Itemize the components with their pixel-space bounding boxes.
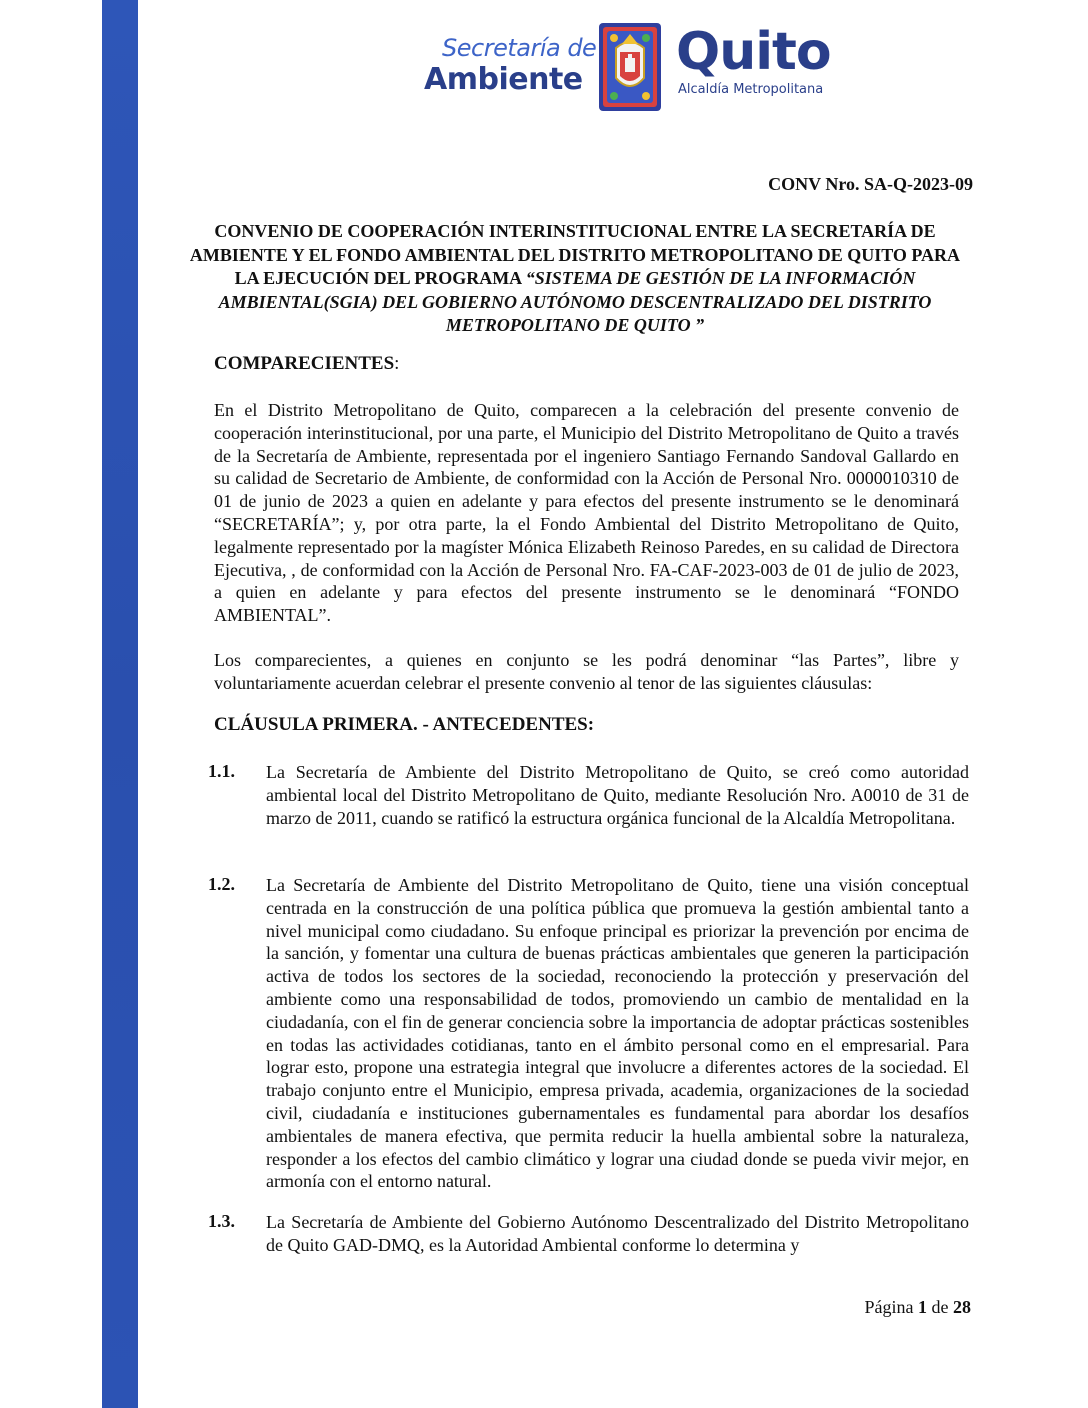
page-current: 1 [918, 1297, 927, 1317]
decorative-side-band [102, 0, 138, 1408]
page-total: 28 [953, 1297, 971, 1317]
paragraph-partes: Los comparecientes, a quienes en conjunto se les podrá denominar “las Partes”, libre y voluntariamente acuerdan celebrar el presente convenio al tenor de las siguientes cláusulas: [214, 650, 959, 693]
document-title-main: CONVENIO DE COOPERACIÓN INTERINSTITUCIONAL ENTRE LA SECRETARÍA DE AMBIENTE Y EL FONDO AMBIENTAL DEL DISTRITO METROPOLITANO DE QUITO PARA LA EJECUCIÓN DEL PROGRAMA [189, 221, 961, 288]
comparecientes-heading-colon: : [394, 353, 400, 374]
page-of-word: de [931, 1297, 949, 1317]
logo-text-alcaldia: Alcaldía Metropolitana [678, 82, 824, 97]
page-word: Página [864, 1297, 914, 1317]
logo-text-secretaria: Secretaría de [442, 34, 597, 62]
list-item-number: 1.2. [208, 874, 235, 894]
list-item-number: 1.1. [208, 761, 235, 781]
paragraph-comparecientes: En el Distrito Metropolitano de Quito, comparecen a la celebración del presente convenio de cooperación interinstitucional, por una parte, el Municipio del Distrito Metropolitano de Quito a través de la Secretaría de Ambiente, representada por el ingeniero Santiago Fernando Sandoval Gallardo en su calidad de Secretario de Ambiente, de conformidad con la Acción de Personal Nro. 0000010310 de 01 de junio de 2023 a quien en adelante y para efectos del presente instrumento se le denominará “SECRETARÍA”; y, por otra parte, la el Fondo Ambiental del Distrito Metropolitano de Quito, legalmente representado por la magíster Mónica Elizabeth Reinoso Paredes, en su calidad de Directora Ejecutiva, , de conformidad con la Acción de Personal Nro. FA-CAF-2023-003 de 01 de julio de 2023, a quien en adelante y para efectos del presente instrumento se le denominará “FONDO AMBIENTAL”. [214, 400, 959, 626]
list-item-text: La Secretaría de Ambiente del Distrito Metropolitano de Quito, se creó como autoridad ambiental local del Distrito Metropolitano de Quito, mediante Resolución Nro. A0010 de 31 de marzo de 2011, cuando se ratificó la estructura orgánica funcional de la Alcaldía Metropolitana. [266, 762, 969, 828]
secretaria-ambiente-logo [420, 32, 597, 102]
clause-1-heading: CLÁUSULA PRIMERA. - ANTECEDENTES: [214, 714, 595, 735]
logo-text-quito: Quito [676, 22, 831, 82]
quito-coat-of-arms-icon [598, 22, 662, 112]
document-reference: CONV Nro. SA-Q-2023-09 [768, 174, 973, 194]
comparecientes-heading-text: COMPARECIENTES [214, 353, 395, 374]
document-title-program: “SISTEMA DE GESTIÓN DE LA INFORMACIÓN AMBIENTAL(SGIA) DEL GOBIERNO AUTÓNOMO DESCENTRALIZADO DEL DISTRITO METROPOLITANO DE QUITO ” [218, 268, 932, 335]
list-item-text: La Secretaría de Ambiente del Gobierno Autónomo Descentralizado del Distrito Metropolitano de Quito GAD-DMQ, es la Autoridad Ambiental conforme lo determina y [266, 1212, 969, 1255]
document-title [180, 220, 970, 338]
list-item-number: 1.3. [208, 1211, 235, 1231]
page-number [865, 1297, 972, 1318]
logo-text-ambiente: Ambiente [424, 62, 583, 97]
quito-alcaldia-logo [676, 22, 851, 102]
list-item-text: La Secretaría de Ambiente del Distrito Metropolitano de Quito, tiene una visión conceptual centrada en la construcción de una política pública que promueva la gestión ambiental tanto a nivel municipal como ciudadano. Su enfoque principal es priorizar la prevención por encima de la sanción, y fomentar una cultura de buenas prácticas ambientales que generen la participación activa de todos los sectores de la sociedad, reconociendo la protección y preservación del ambiente como una responsabilidad de todos, promoviendo un cambio de mentalidad en la ciudadanía, con el fin de generar conciencia sobre la importancia de adoptar prácticas sostenibles en todas las actividades cotidianas, tanto en el ámbito personal como en el empresarial. Para lograr esto, propone una estrategia integral que involucre a diferentes actores de la sociedad. El trabajo conjunto entre el Municipio, empresa privada, academia, organizaciones de la sociedad civil, ciudadanía e instituciones gubernamentales es fundamental para abordar los desafíos ambientales de manera efectiva, que permita reducir la huella ambiental sobre la naturaleza, responder a los efectos del cambio climático y lograr una ciudad donde se pueda vivir mejor, en armonía con el entorno natural. [266, 875, 969, 1192]
comparecientes-heading [214, 353, 399, 375]
